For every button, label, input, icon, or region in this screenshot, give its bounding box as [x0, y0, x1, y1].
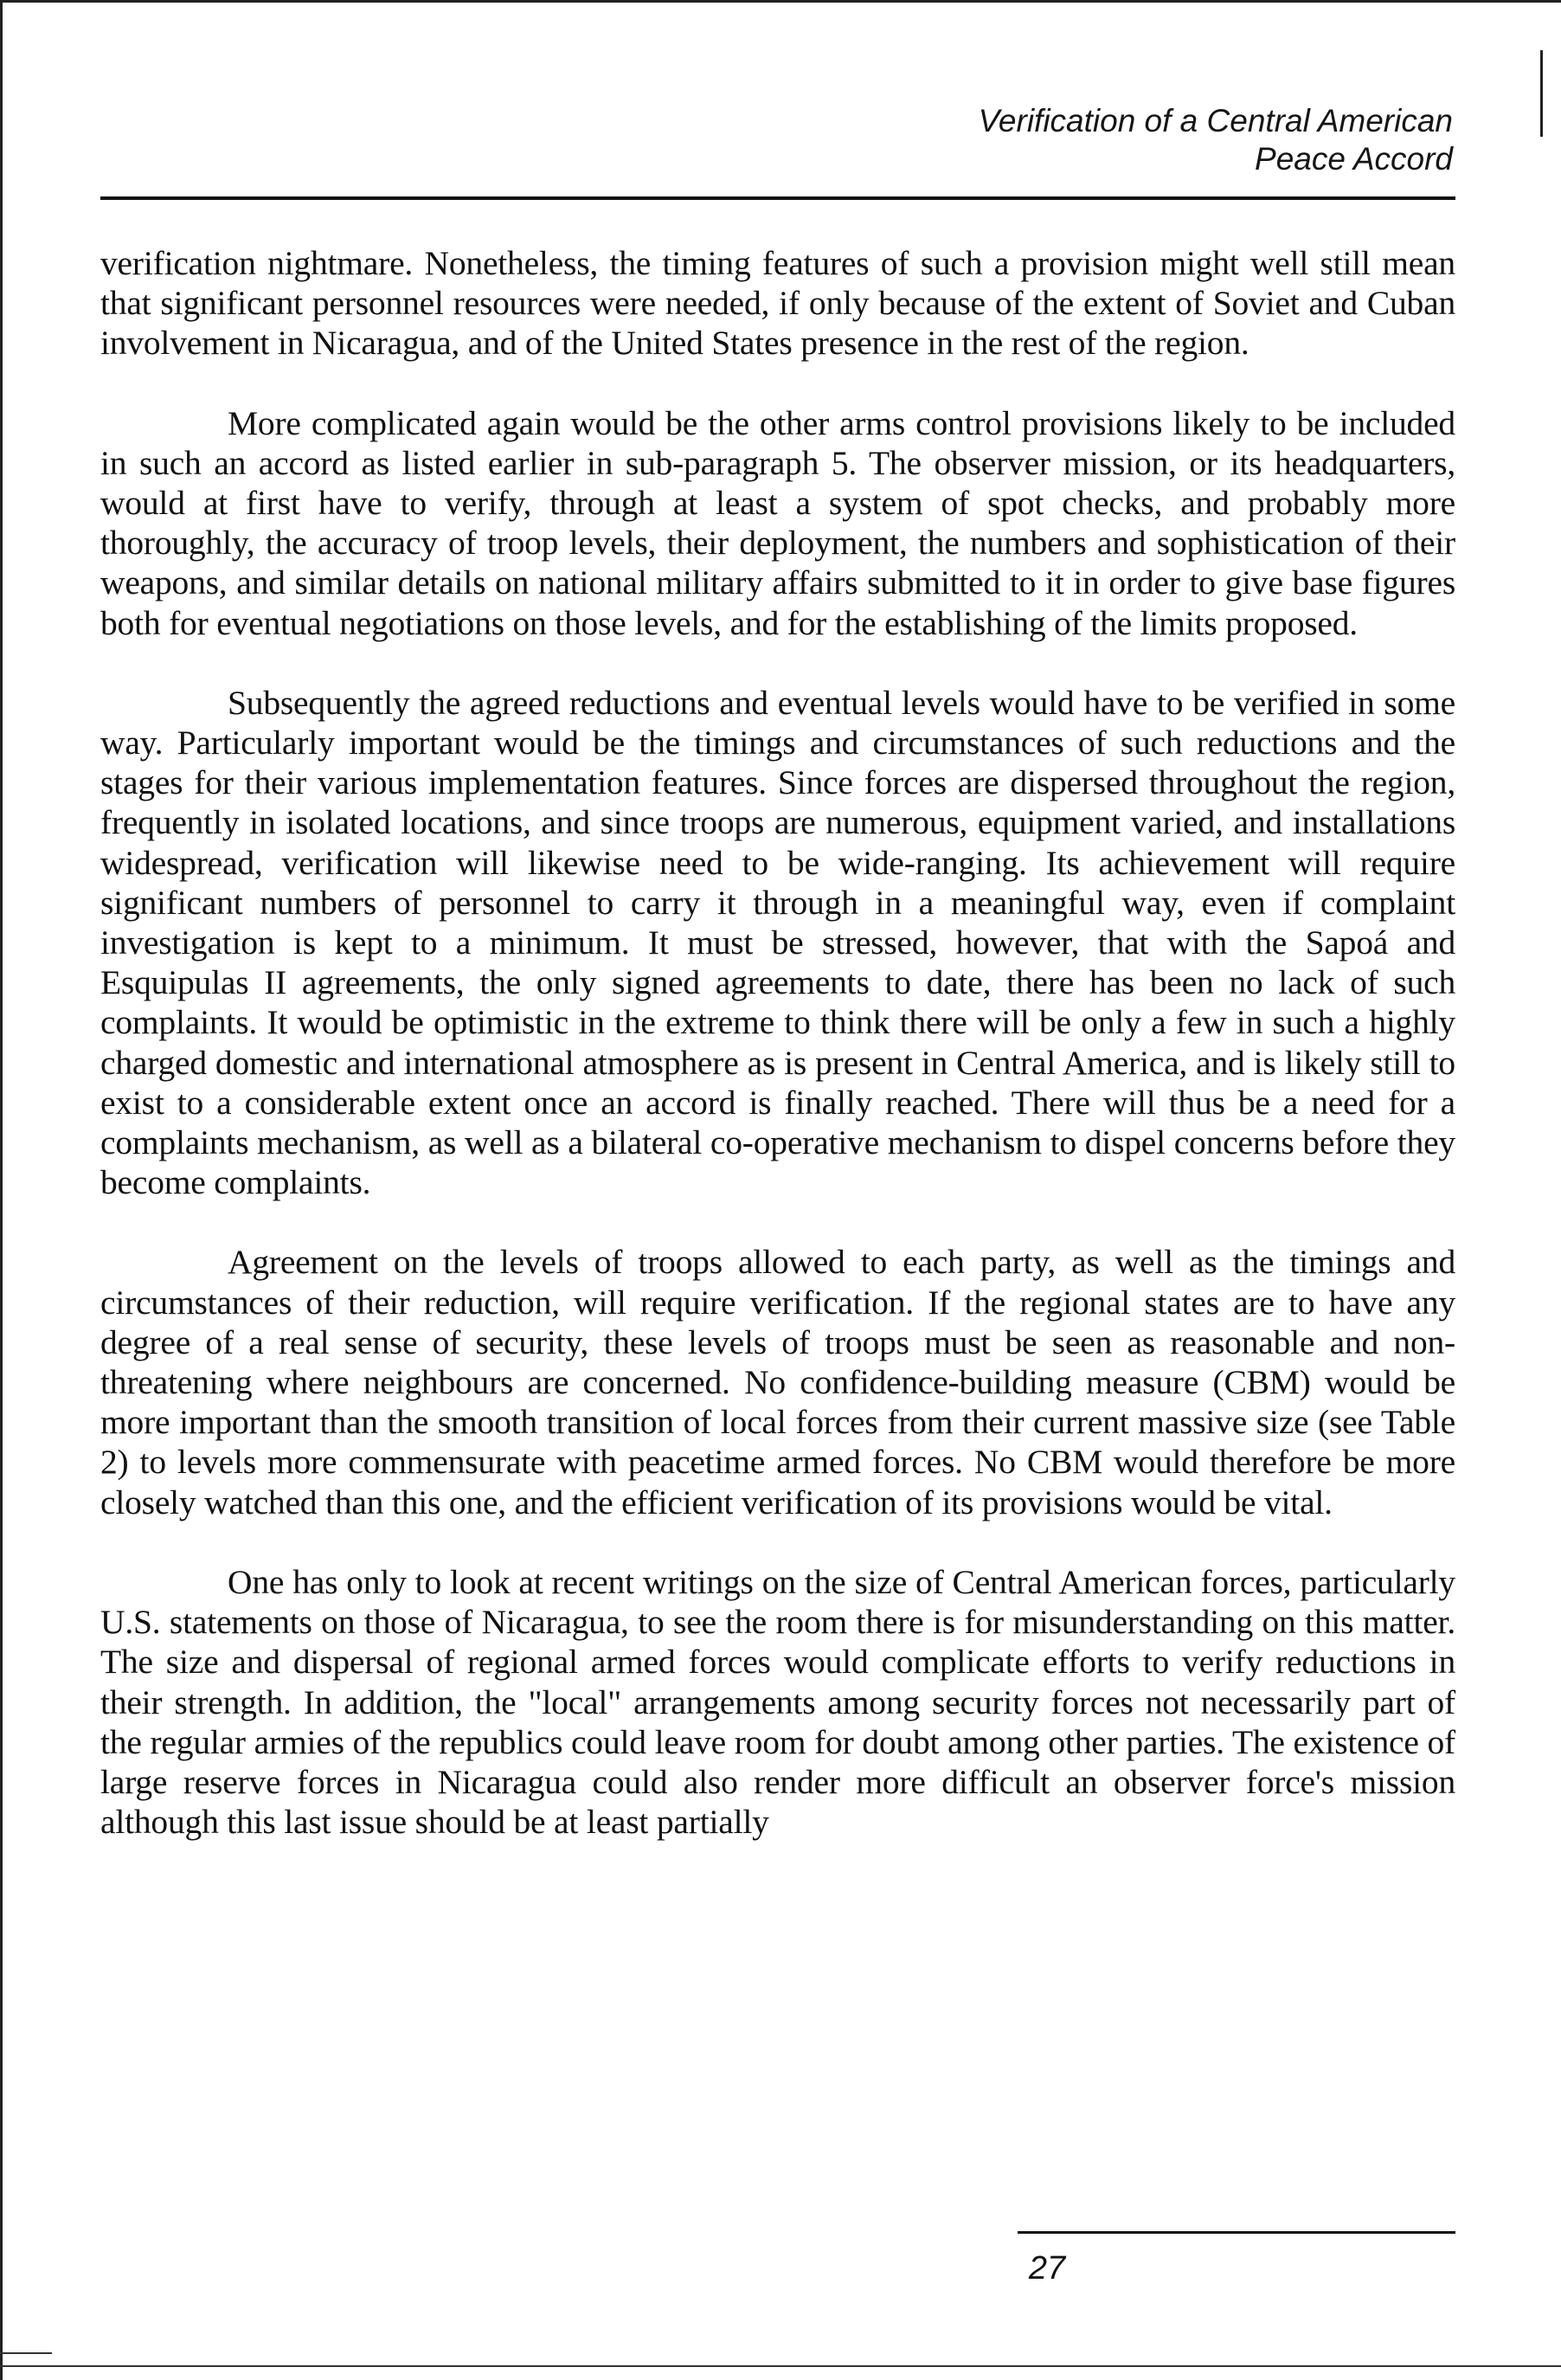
footer-rule: [1018, 2231, 1455, 2234]
paragraph-5: One has only to look at recent writings on the size of Central American forces, particularly U.S. statements on those of Nicaragua, to see the room there is for misunderstanding on this matter. The size and dispersal of regional armed forces would complicate efforts to verify reductions in their strength. In addition, the "local" arrangements among security forces not necessarily part of the regular armies of the republics could leave room for doubt among other parties. The existence of large reserve forces in Nicaragua could also render more difficult an observer force's mission although this last issue should be at least partially: [100, 1562, 1455, 1842]
paragraph-1: verification nightmare. Nonetheless, the timing features of such a provision might well still mean that significant personnel resources were needed, if only because of the extent of Soviet and Cuban involvement in Nicaragua, and of the United States presence in the rest of the region.: [100, 244, 1455, 363]
scan-edge-bottom-tick: [0, 2352, 52, 2354]
running-head: [979, 102, 1453, 178]
page-number: 27: [1028, 2250, 1066, 2287]
scan-edge-left: [0, 0, 3, 2380]
paragraph-4: Agreement on the levels of troops allowed to each party, as well as the timings and circumstances of their reduction, will require verification. If the regional states are to have any degree of a real sense of security, these levels of troops must be seen as reasonable and non-threatening where neighbours are concerned. No confidence-building measure (CBM) would be more important than the smooth transition of local forces from their current massive size (see Table 2) to levels more commensurate with peacetime armed forces. No CBM would therefore be more closely watched than this one, and the efficient verification of its provisions would be vital.: [100, 1243, 1455, 1521]
running-head-line-2: Peace Accord: [1255, 141, 1453, 177]
header-rule: [100, 196, 1455, 200]
running-head-line-1: Verification of a Central American: [978, 103, 1453, 138]
scan-edge-top: [0, 0, 1561, 3]
paragraph-2: More complicated again would be the other arms control provisions likely to be included in such an accord as listed earlier in sub-paragraph 5. The observer mission, or its headquarters, would at first have to verify, through at least a system of spot checks, and probably more thoroughly, the accuracy of troop levels, their deployment, the numbers and sophistication of their weapons, and similar details on national military affairs submitted to it in order to give base figures both for eventual negotiations on those levels, and for the establishing of the limits proposed.: [100, 403, 1455, 642]
scan-edge-bottom: [0, 2365, 1561, 2367]
paragraph-3: Subsequently the agreed reductions and eventual levels would have to be verified in some way. Particularly important would be the timings and circumstances of such reductions and the stages for their various implementation features. Since forces are dispersed throughout the region, frequently in isolated locations, and since troops are numerous, equipment varied, and installations widespread, verification will likewise need to be wide-ranging. Its achievement will require significant numbers of personnel to carry it through in a meaningful way, even if complaint investigation is kept to a minimum. It must be stressed, however, that with the Sapoá and Esquipulas II agreements, the only signed agreements to date, there has been no lack of such complaints. It would be optimistic in the extreme to think there will be only a few in such a highly charged domestic and international atmosphere as is present in Central America, and is likely still to exist to a considerable extent once an accord is finally reached. There will thus be a need for a complaints mechanism, as well as a bilateral co-operative mechanism to dispel concerns before they become complaints.: [100, 683, 1455, 1202]
scan-edge-mark: [1540, 50, 1543, 137]
body-text: [100, 243, 1455, 1881]
